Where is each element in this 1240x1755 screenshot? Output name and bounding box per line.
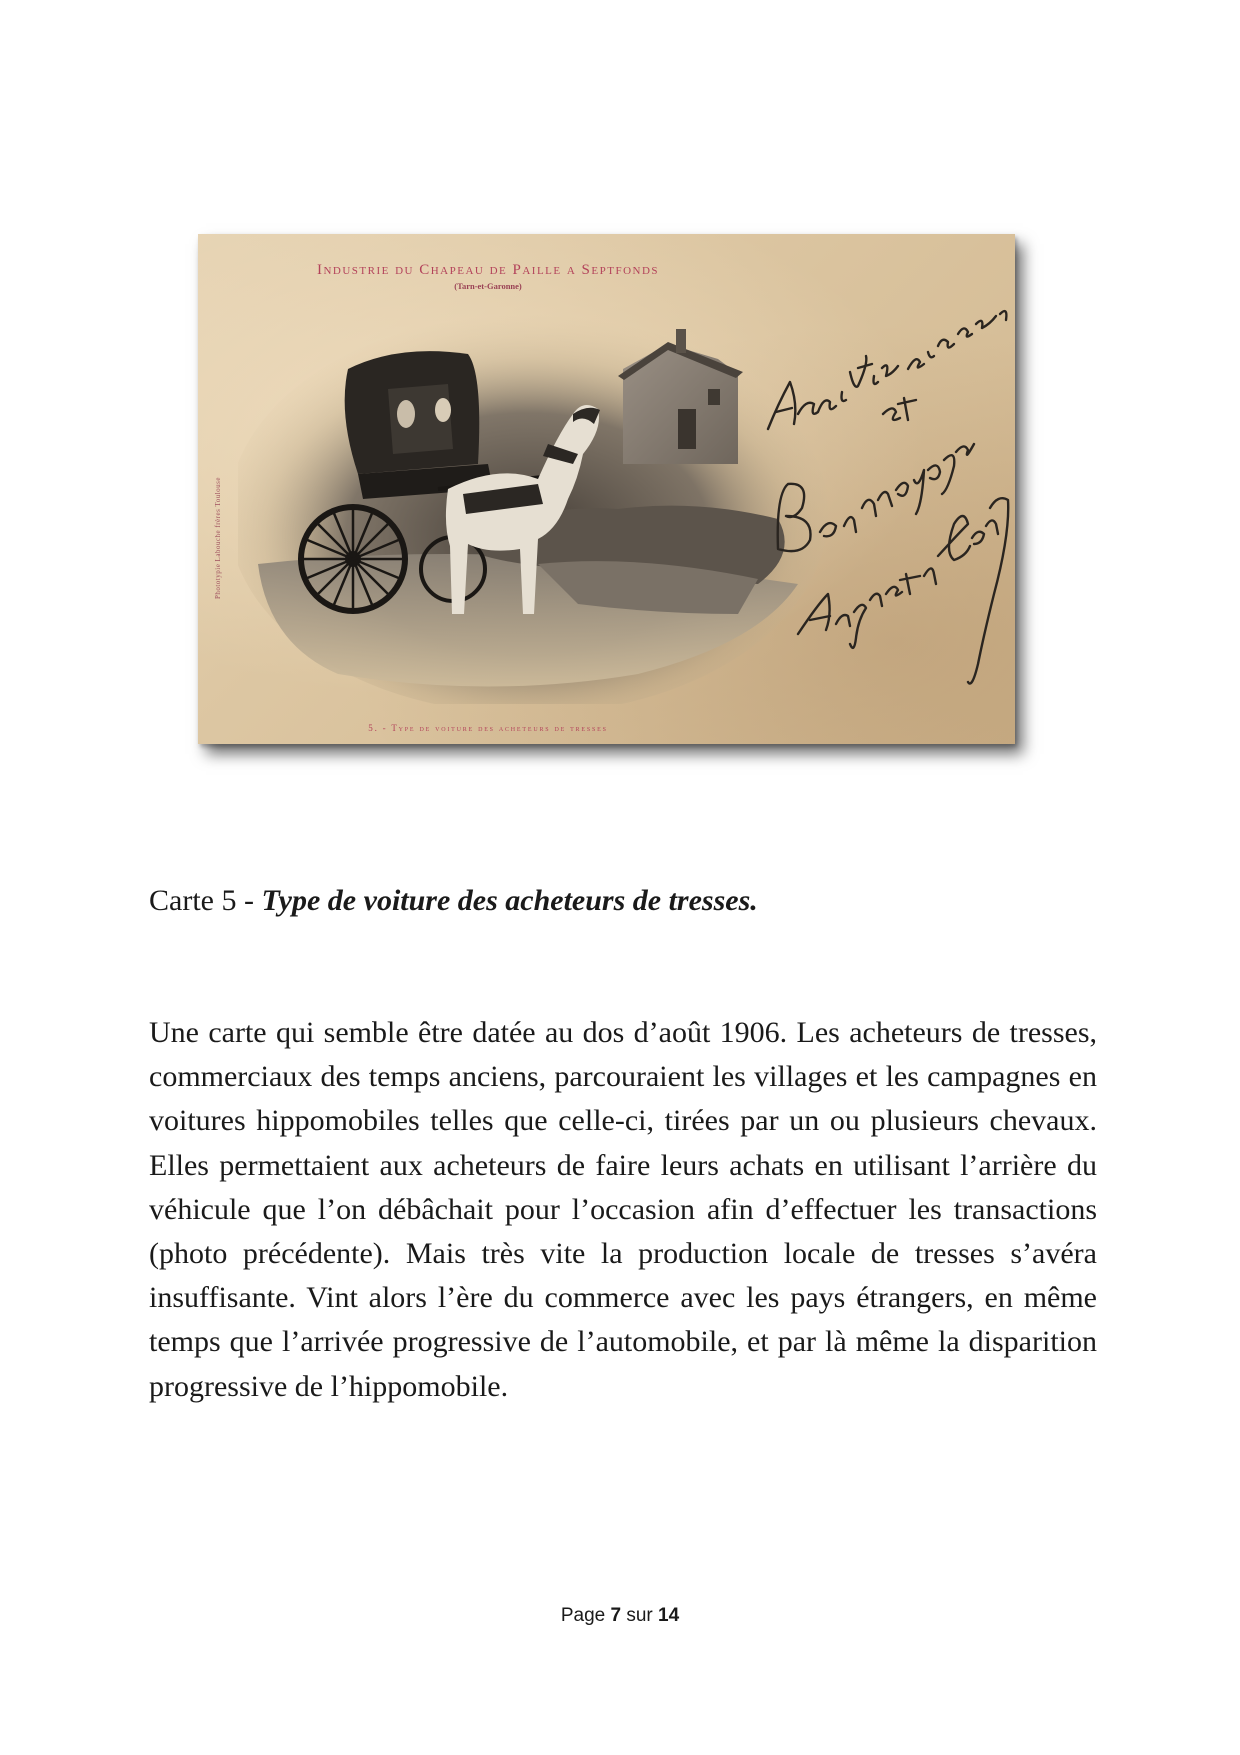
figure-caption — [149, 884, 758, 918]
page-footer — [0, 1605, 1240, 1627]
handwritten-message — [758, 294, 1015, 714]
postcard-header: Industrie du Chapeau de Paille a Septfonds — [316, 262, 660, 278]
page-total: 14 — [658, 1605, 680, 1626]
postcard-subheader: (Tarn-et-Garonne) — [454, 281, 522, 291]
carriage-photo — [238, 314, 828, 704]
postcard-figure — [198, 234, 1015, 744]
caption-title: Type de voiture des acheteurs de tresses. — [261, 884, 758, 917]
page-current: 7 — [610, 1605, 622, 1626]
postcard-image — [198, 234, 1015, 744]
page-label: Page — [560, 1605, 611, 1626]
body-paragraph: Une carte qui semble être datée au dos d’août 1906. Les acheteurs de tresses, commerciaux des temps anciens, parcouraient les villages et les campagnes en voitures hippomobiles telles que celle-ci, tirées par un ou plusieurs chevaux. Elles permettaient aux acheteurs de faire leurs achats en utilisant l’arrière du véhicule que l’on débâchait pour l’occasion afin d’effectuer les transactions (photo précédente). Mais très vite la production locale de tresses s’avéra insuffisante. Vint alors l’ère du commerce avec les pays étrangers, en même temps que l’arrivée progressive de l’automobile, et par là même la disparition progressive de l’hippomobile. — [149, 1016, 1097, 1403]
postcard-caption: 5. - Type de voiture des acheteurs de tresses — [368, 723, 608, 733]
postcard-side-text: Phototypie Labouche frères Toulouse — [214, 476, 222, 600]
caption-prefix: Carte 5 - — [149, 884, 262, 917]
page-separator: sur — [621, 1605, 659, 1626]
